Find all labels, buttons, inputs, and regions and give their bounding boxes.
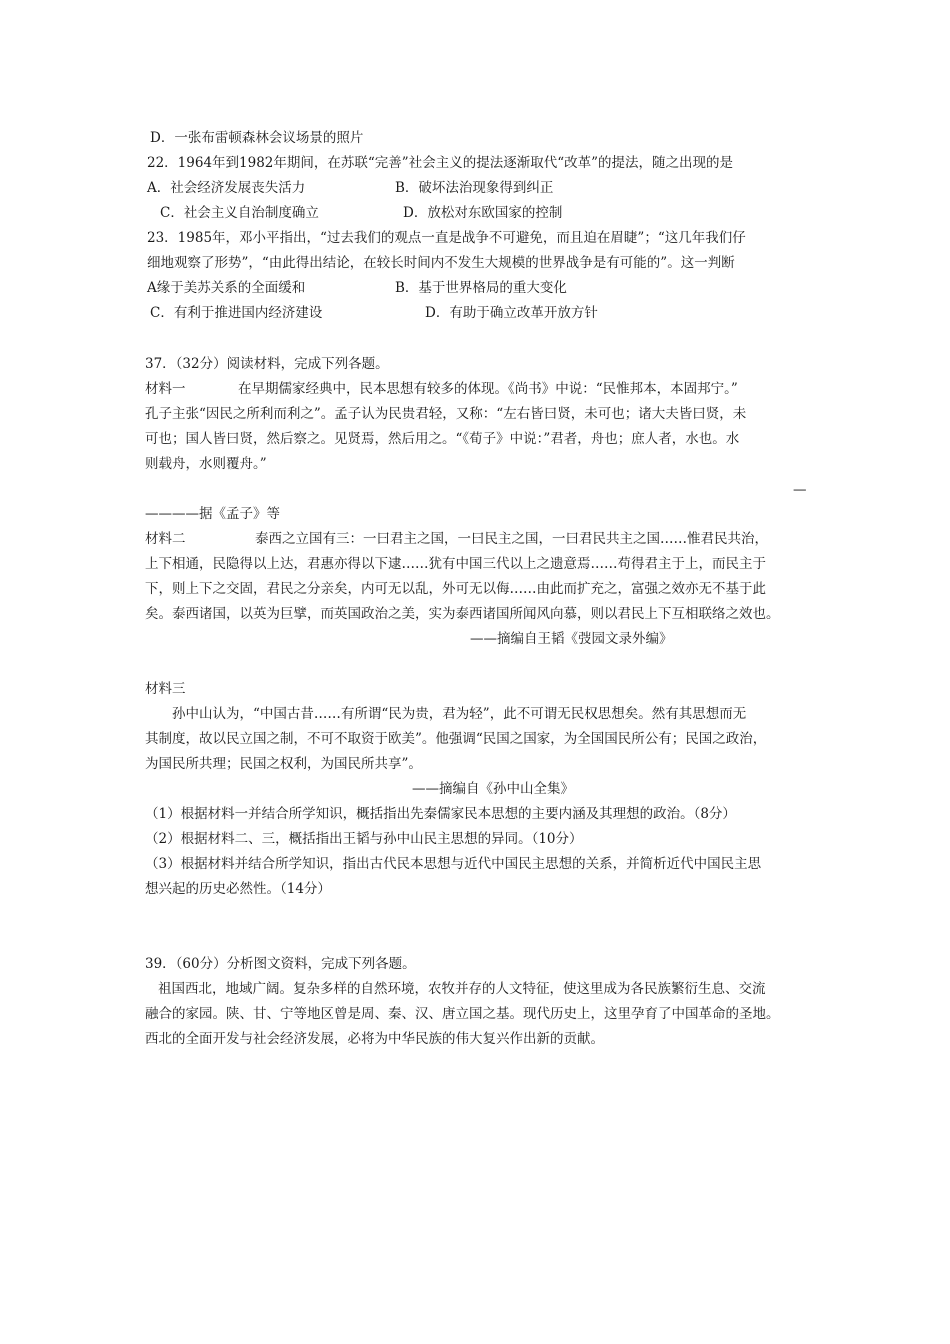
material-1-dash: — <box>793 482 807 498</box>
q22-option-a: A．社会经济发展丧失活力 <box>147 180 306 196</box>
material-1-line-2: 孔子主张“因民之所利而利之”。孟子认为民贵君轻，又称：“左右皆曰贤，未可也；诸大夫皆曰贤，未 <box>145 406 747 422</box>
q23-option-b: B．基于世界格局的重大变化 <box>395 280 567 296</box>
material-3-source: ——摘编自《孙中山全集》 <box>412 781 574 797</box>
material-3-line-1: 孙中山认为，“中国古昔……有所谓“民为贵，君为轻”，此不可谓无民权思想矣。然有其思想而无 <box>172 706 747 722</box>
q23-option-c: C．有利于推进国内经济建设 <box>150 305 323 321</box>
q22-option-b: B．破坏法治现象得到纠正 <box>395 180 554 196</box>
material-3-label: 材料三 <box>145 681 186 697</box>
material-1-line-3: 可也；国人皆曰贤，然后察之。见贤焉，然后用之。“《荀子》中说：”君者，舟也；庶人者，水也。水 <box>145 431 740 447</box>
q22-option-c: C．社会主义自治制度确立 <box>160 205 319 221</box>
material-2-line-4: 矣。泰西诸国，以英为巨擘，而英国政治之美，实为泰西诸国所闻风向慕，则以君民上下互相联络之效也。 <box>145 606 780 622</box>
q23-stem-line-2: 细地观察了形势”，“由此得出结论，在较长时间内不发生大规模的世界战争是有可能的”。这一判断 <box>147 255 735 271</box>
material-2-line-2: 上下相通，民隐得以上达，君惠亦得以下逮……犹有中国三代以上之遗意焉……苟得君主于上，而民主于 <box>145 556 766 572</box>
material-2-label: 材料二 <box>145 531 186 547</box>
sub-question-3-line-1: （3）根据材料并结合所学知识，指出古代民本思想与近代中国民主思想的关系，并简析近代中国民主思 <box>145 856 762 872</box>
q23-option-a: A缘于美苏关系的全面缓和 <box>147 280 306 296</box>
material-1-line-4: 则载舟，水则覆舟。” <box>145 456 267 472</box>
q37-heading: 37．（32分）阅读材料，完成下列各题。 <box>145 356 389 372</box>
material-2-line-3: 下，则上下之交固，君民之分亲矣，内可无以乱，外可无以侮……由此而扩充之，富强之效亦无不基于此 <box>145 581 766 597</box>
material-1-source: ————据《孟子》等 <box>145 506 280 522</box>
q39-line-3: 西北的全面开发与社会经济发展，必将为中华民族的伟大复兴作出新的贡献。 <box>145 1031 604 1047</box>
q22-option-d: D．放松对东欧国家的控制 <box>403 205 563 221</box>
material-3-line-3: 为国民所共理；民国之权利，为国民所共享”。 <box>145 756 422 772</box>
q39-line-2: 融合的家园。陕、甘、宁等地区曾是周、秦、汉、唐立国之基。现代历史上，这里孕育了中国革命的圣地。 <box>145 1006 780 1022</box>
sub-question-3-line-2: 想兴起的历史必然性。（14分） <box>145 881 331 897</box>
material-2-line-1: 泰西之立国有三：一曰君主之国，一曰民主之国，一曰君民共主之国……惟君民共治， <box>255 531 768 547</box>
material-1-label: 材料一 <box>145 381 186 397</box>
q22-stem: 22．1964年到1982年期间，在苏联“完善”社会主义的提法逐渐取代“改革”的提法，随之出现的是 <box>147 155 733 171</box>
q23-option-d: D．有助于确立改革开放方针 <box>425 305 598 321</box>
material-3-line-2: 其制度，故以民立国之制，不可不取资于欧美”。他强调“民国之国家，为全国国民所公有；民国之政治， <box>145 731 767 747</box>
q39-line-1: 祖国西北，地域广阔。复杂多样的自然环境，农牧并存的人文特征，使这里成为各民族繁衍生息、交流 <box>158 981 766 997</box>
sub-question-2: （2）根据材料二、三，概括指出王韬与孙中山民主思想的异同。（10分） <box>145 831 583 847</box>
material-1-line-1: 在早期儒家经典中，民本思想有较多的体现。《尚书》中说：“民惟邦本，本固邦宁。” <box>238 381 738 397</box>
q23-stem-line-1: 23．1985年，邓小平指出，“过去我们的观点一直是战争不可避免，而且迫在眉睫”；“这几年我们仔 <box>147 230 746 246</box>
q39-heading: 39．（60分）分析图文资料，完成下列各题。 <box>145 956 416 972</box>
sub-question-1: （1）根据材料一并结合所学知识，概括指出先秦儒家民本思想的主要内涵及其理想的政治。（8分） <box>145 806 736 822</box>
q21-option-d: D．一张布雷顿森林会议场景的照片 <box>150 130 364 146</box>
material-2-source: ——摘编自王韬《弢园文录外编》 <box>470 631 673 647</box>
